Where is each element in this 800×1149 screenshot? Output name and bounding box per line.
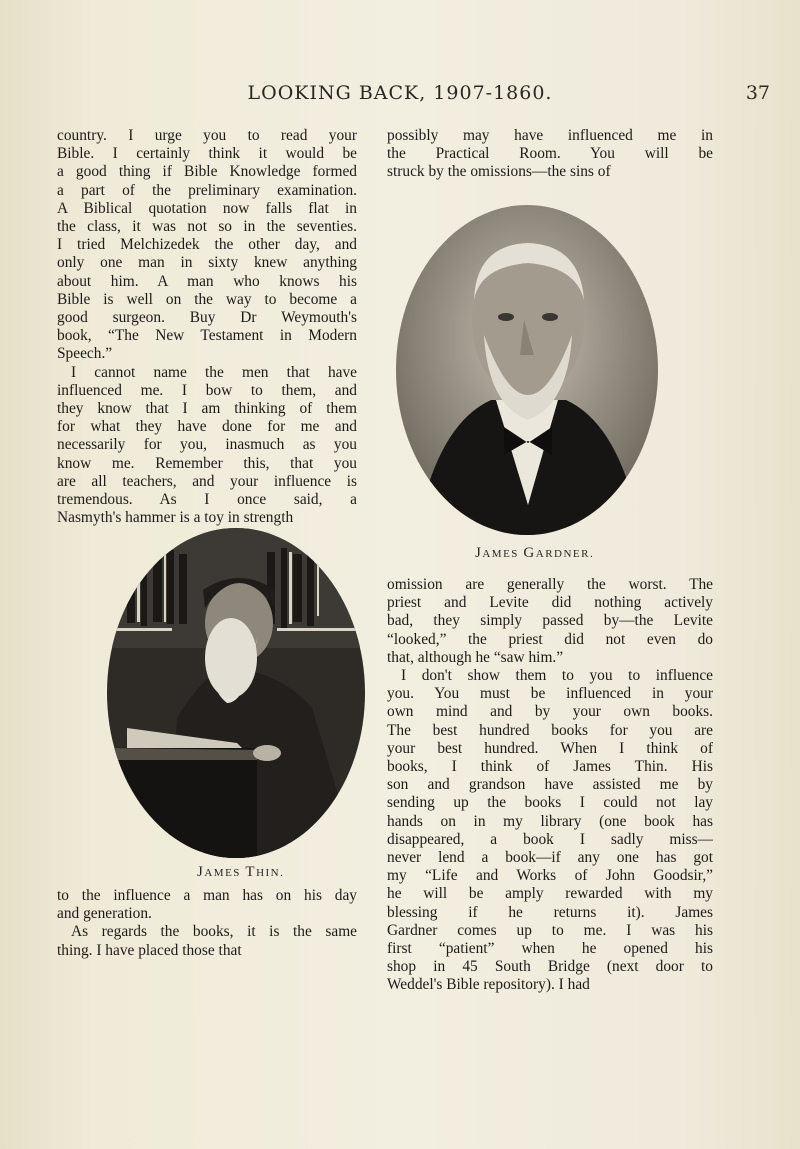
text-line: disappeared, a book I sadly miss— [387, 830, 713, 848]
caption-james-thin: JAMES THIN. [197, 864, 285, 880]
text-line: a part of the preliminary examination. [57, 181, 357, 199]
text-line: country. I urge you to read your [57, 127, 357, 144]
text-line: first “patient” when he opened his [387, 940, 713, 958]
text-line: I tried Melchizedek the other day, and [57, 236, 357, 254]
text-line: “looked,” the priest did not even do [387, 630, 713, 648]
running-title: LOOKING BACK, 1907-1860. [247, 82, 553, 104]
text-line: you. You must be influenced in your [387, 685, 713, 703]
portrait-james-thin-image [107, 528, 365, 858]
paragraph [387, 667, 713, 995]
text-line: I cannot name the men that have [71, 363, 357, 381]
text-line: for what they have done for me and [57, 418, 357, 436]
text-line: sending up the books I could not lay [387, 794, 713, 812]
paragraph [57, 127, 357, 364]
text-line: struck by the omissions—the sins of [387, 163, 611, 181]
paragraph [57, 923, 357, 959]
text-line: Nasmyth's hammer is a toy in strength [57, 509, 294, 527]
text-line: As regards the books, it is the same [71, 923, 357, 941]
text-line: good surgeon. Buy Dr Weymouth's [57, 309, 357, 327]
text-line: blessing if he returns it). James [387, 903, 713, 921]
text-line: and generation. [57, 905, 152, 923]
text-line: necessarily for you, inasmuch as you [57, 436, 357, 454]
left-column-top [57, 127, 357, 527]
text-line: only one man in sixty knew anything [57, 254, 357, 272]
portrait-james-gardner-image [396, 205, 658, 535]
paragraph [57, 364, 357, 528]
text-line: priest and Levite did nothing actively [387, 594, 713, 612]
text-line: influenced me. I bow to them, and [57, 381, 357, 399]
text-line: Speech.” [57, 345, 113, 363]
text-line: bad, they simply passed by—the Levite [387, 612, 713, 630]
text-line: Weddel's Bible repository). I had [387, 976, 590, 994]
text-line: about him. A man who knows his [57, 272, 357, 290]
text-line: that, although he “saw him.” [387, 648, 564, 666]
text-line: Bible is well on the way to become a [57, 290, 357, 308]
text-line: never lend a book—if any one has got [387, 849, 713, 867]
text-line: son and grandson have assisted me by [387, 776, 713, 794]
text-line: your best hundred. When I think of [387, 739, 713, 757]
text-line: A Biblical quotation now falls flat in [57, 199, 357, 217]
text-line: a good thing if Bible Knowledge formed [57, 163, 357, 181]
text-line: the class, it was not so in the seventies. [57, 218, 357, 236]
text-line: know me. Remember this, that you [57, 454, 357, 472]
right-column-main [387, 576, 713, 995]
text-line: he will be amply rewarded with my [387, 885, 713, 903]
paragraph [387, 576, 713, 667]
text-line: Bible. I certainly think it would be [57, 145, 357, 163]
paragraph [387, 127, 713, 182]
portrait-james-gardner [396, 205, 658, 535]
text-line: the Practical Room. You will be [387, 145, 713, 163]
text-line: hands on in my library (one book has [387, 812, 713, 830]
text-line: shop in 45 South Bridge (next door to [387, 958, 713, 976]
text-line: are all teachers, and your influence is [57, 472, 357, 490]
text-line: thing. I have placed those that [57, 941, 242, 959]
page-number: 37 [745, 82, 770, 104]
text-line: I don't show them to you to influence [401, 667, 713, 685]
left-column-bottom [57, 887, 357, 960]
text-line: books, I think of James Thin. His [387, 758, 713, 776]
text-line: omission are generally the worst. The [387, 576, 713, 593]
text-line: possibly may have influenced me in [387, 127, 713, 144]
text-line: The best hundred books for you are [387, 721, 713, 739]
text-line: to the influence a man has on his day [57, 887, 357, 904]
text-line: own mind and by your own books. [387, 703, 713, 721]
right-column-top [387, 127, 713, 182]
text-line: they know that I am thinking of them [57, 400, 357, 418]
text-line: book, “The New Testament in Modern [57, 327, 357, 345]
text-line: tremendous. As I once said, a [57, 491, 357, 509]
text-line: my “Life and Works of John Goodsir,” [387, 867, 713, 885]
portrait-james-thin [107, 528, 365, 858]
caption-james-gardner: JAMES GARDNER. [475, 545, 595, 561]
paragraph [57, 887, 357, 923]
text-line: Gardner comes up to me. I was his [387, 921, 713, 939]
